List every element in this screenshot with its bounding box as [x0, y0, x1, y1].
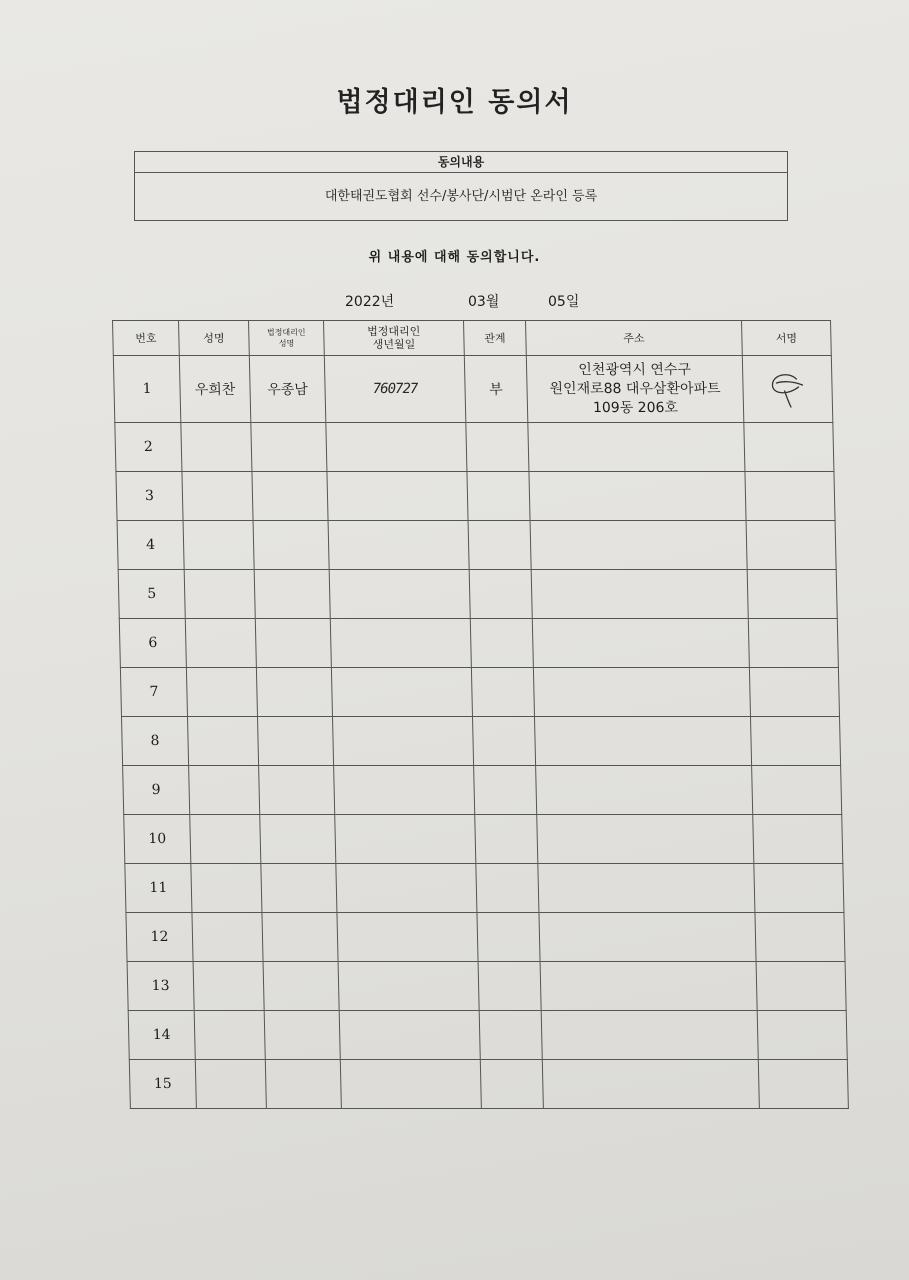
- table-row: [116, 472, 835, 521]
- participant-name: [187, 717, 258, 766]
- signature-cell: [749, 668, 839, 717]
- row-number: 2: [115, 423, 182, 472]
- guardian-table-wrap: [112, 320, 848, 1100]
- address: [542, 1060, 759, 1109]
- participant-name: [186, 668, 257, 717]
- guardian-birthdate: [339, 1011, 480, 1060]
- header-guardian-name-line1: 법정대리인: [266, 328, 306, 337]
- guardian-name: [254, 570, 330, 619]
- row-number: 9: [123, 766, 190, 815]
- table-row: [113, 356, 833, 423]
- relation: [471, 668, 534, 717]
- table-row: [123, 766, 842, 815]
- row-number: 7: [120, 668, 187, 717]
- row-number: 6: [119, 619, 186, 668]
- relation: [466, 423, 529, 472]
- guardian-name: [256, 668, 332, 717]
- address-line2: 원인재로88 대우삼환아파트: [549, 380, 721, 397]
- relation: [467, 472, 530, 521]
- relation: [469, 570, 532, 619]
- address: [538, 864, 755, 913]
- guardian-name: [262, 913, 338, 962]
- header-guardian-name: [249, 321, 325, 356]
- participant-name: [189, 766, 260, 815]
- header-guardian-birth-line1: 법정대리인: [367, 325, 421, 338]
- participant-name: [190, 815, 261, 864]
- guardian-name: 우종남: [249, 356, 326, 423]
- date-day: 05일: [548, 294, 580, 310]
- participant-name: [194, 1011, 265, 1060]
- address: [541, 1011, 758, 1060]
- table-row: [128, 1011, 847, 1060]
- guardian-birthdate: [328, 521, 469, 570]
- row-number: 14: [128, 1011, 195, 1060]
- address: [539, 913, 756, 962]
- table-row: [117, 521, 836, 570]
- guardian-birthdate: [334, 766, 475, 815]
- relation: [478, 962, 541, 1011]
- guardian-birthdate: [326, 423, 467, 472]
- guardian-birthdate: [337, 913, 478, 962]
- signature-cell: [750, 717, 840, 766]
- date-year: 2022년: [345, 294, 395, 310]
- guardian-birthdate: [336, 864, 477, 913]
- table-row: [119, 619, 838, 668]
- signature-cell: [756, 962, 846, 1011]
- guardian-birthdate: [335, 815, 476, 864]
- row-number: 3: [116, 472, 183, 521]
- guardian-birthdate: 760727: [324, 356, 466, 423]
- address-line3: 109동 206호: [592, 399, 679, 416]
- address: [531, 570, 748, 619]
- table-row: [125, 864, 844, 913]
- row-number: 1: [113, 356, 181, 423]
- participant-name: [192, 913, 263, 962]
- row-number: 11: [125, 864, 192, 913]
- row-number: 15: [129, 1060, 196, 1109]
- relation: [472, 717, 535, 766]
- guardian-name: [259, 766, 335, 815]
- participant-name: [185, 619, 256, 668]
- guardian-name: [252, 472, 328, 521]
- header-num: 번호: [113, 321, 180, 356]
- relation: [479, 1011, 542, 1060]
- participant-name: [184, 570, 255, 619]
- row-number: 12: [126, 913, 193, 962]
- participant-name: [191, 864, 262, 913]
- table-row: [126, 913, 845, 962]
- table-row: [124, 815, 843, 864]
- agree-statement: 위 내용에 대해 동의합니다.: [368, 250, 541, 265]
- guardian-name: [261, 864, 337, 913]
- relation: [468, 521, 531, 570]
- consent-header: 동의내용: [135, 152, 787, 173]
- signature-cell: [752, 766, 842, 815]
- participant-name: [193, 962, 264, 1011]
- header-signature: 서명: [742, 321, 832, 356]
- table-row: [120, 668, 839, 717]
- participant-name: [182, 472, 253, 521]
- signature-cell: [746, 521, 836, 570]
- guardian-birthdate: [330, 619, 471, 668]
- address: [534, 717, 751, 766]
- guardian-name: [263, 962, 339, 1011]
- row-number: 4: [117, 521, 184, 570]
- date-month: 03월: [468, 294, 500, 310]
- document-title: 법정대리인 동의서: [336, 87, 573, 118]
- table-row: [115, 423, 834, 472]
- relation: 부: [464, 356, 528, 423]
- handwritten-signature: [762, 369, 813, 409]
- row-number: 8: [121, 717, 188, 766]
- signature-cell: [754, 864, 844, 913]
- header-relation: 관계: [464, 321, 527, 356]
- guardian-birthdate: [332, 717, 473, 766]
- guardian-name: [251, 423, 327, 472]
- table-row: [127, 962, 846, 1011]
- row-number: 5: [118, 570, 185, 619]
- relation: [476, 864, 539, 913]
- signature-cell: [745, 472, 835, 521]
- guardian-birthdate: [327, 472, 468, 521]
- address: [526, 356, 744, 423]
- guardian-name: [255, 619, 331, 668]
- participant-name: [195, 1060, 266, 1109]
- address: [537, 815, 754, 864]
- header-guardian-birth: [324, 321, 465, 356]
- signature-cell: [753, 815, 843, 864]
- participant-name: 우희찬: [179, 356, 251, 423]
- address: [536, 766, 753, 815]
- header-address: 주소: [526, 321, 743, 356]
- row-number: 13: [127, 962, 194, 1011]
- header-name: 성명: [179, 321, 250, 356]
- participant-name: [181, 423, 252, 472]
- row-number: 10: [124, 815, 191, 864]
- address: [532, 619, 749, 668]
- guardian-name: [265, 1060, 341, 1109]
- signature-cell: [748, 619, 838, 668]
- table-row: [121, 717, 840, 766]
- address: [540, 962, 757, 1011]
- address: [528, 423, 745, 472]
- participant-name: [183, 521, 254, 570]
- relation: [480, 1060, 543, 1109]
- address: [530, 521, 747, 570]
- guardian-birthdate: [338, 962, 479, 1011]
- signature-cell: [744, 423, 834, 472]
- signature-cell: [747, 570, 837, 619]
- signature-cell: [758, 1060, 848, 1109]
- address-line1: 인천광역시 연수구: [578, 361, 692, 378]
- table-row: [129, 1060, 848, 1109]
- guardian-name: [253, 521, 329, 570]
- address: [533, 668, 750, 717]
- consent-box: [134, 151, 788, 221]
- table-row: [118, 570, 837, 619]
- relation: [474, 766, 537, 815]
- guardian-name: [264, 1011, 340, 1060]
- consent-content: 대한태권도협회 선수/봉사단/시범단 온라인 등록: [324, 189, 598, 204]
- relation: [470, 619, 533, 668]
- guardian-name: [260, 815, 336, 864]
- signature-cell: [742, 356, 833, 423]
- guardian-birthdate: [329, 570, 470, 619]
- guardian-birthdate: [340, 1060, 481, 1109]
- signature-cell: [757, 1011, 847, 1060]
- relation: [477, 913, 540, 962]
- guardian-birthdate: [331, 668, 472, 717]
- address: [529, 472, 746, 521]
- relation: [475, 815, 538, 864]
- guardian-name: [257, 717, 333, 766]
- guardian-table: [112, 320, 849, 1109]
- header-guardian-name-line2: 성명: [278, 339, 295, 348]
- header-guardian-birth-line2: 생년월일: [372, 338, 416, 351]
- table-header-row: [113, 321, 832, 356]
- signature-cell: [755, 913, 845, 962]
